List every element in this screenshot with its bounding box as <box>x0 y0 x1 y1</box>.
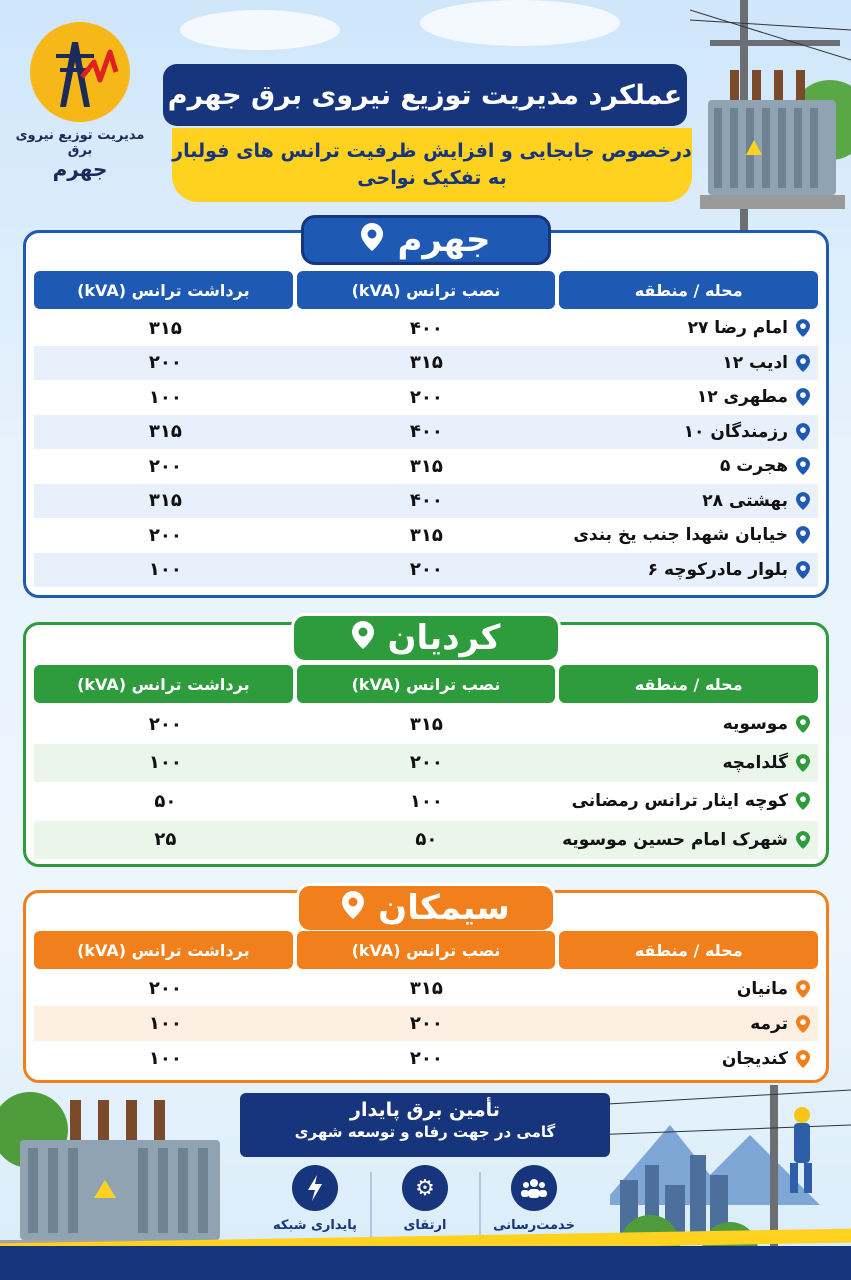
location-pin-icon <box>796 423 810 441</box>
location-pin-icon <box>796 561 810 579</box>
column-header-remove: برداشت ترانس (kVA) <box>34 931 293 969</box>
region-name: کردیان <box>387 618 501 658</box>
table-row <box>34 971 818 1006</box>
install-kva-cell: ۲۰۰ <box>409 1013 443 1034</box>
divider <box>370 1172 372 1242</box>
location-pin-icon <box>796 457 810 475</box>
table-row <box>34 1006 818 1041</box>
remove-kva-cell: ۱۰۰ <box>148 1048 182 1069</box>
table-header <box>34 271 818 309</box>
area-name: شهرک امام حسین موسویه <box>562 829 788 850</box>
decorative-band <box>0 1246 851 1280</box>
region-section <box>23 618 829 867</box>
column-header-install: نصب ترانس (kVA) <box>297 665 556 703</box>
feature-label: پایداری شبکه <box>272 1218 358 1233</box>
gear-icon: ⚙ <box>402 1165 448 1211</box>
table-row <box>34 821 818 860</box>
area-name: بهشتی ۲۸ <box>702 490 788 511</box>
location-pin-icon <box>796 792 810 810</box>
page-subtitle <box>172 128 692 202</box>
location-pin-icon <box>796 526 810 544</box>
remove-kva-cell: ۲۰۰ <box>148 978 182 999</box>
region-title <box>291 613 561 663</box>
area-cell <box>557 979 818 999</box>
column-header-area: محله / منطقه <box>559 665 818 703</box>
area-cell <box>557 830 818 850</box>
column-header-install: نصب ترانس (kVA) <box>297 931 556 969</box>
area-name: کوچه ایثار ترانس رمضانی <box>571 791 788 812</box>
remove-kva-cell: ۱۰۰ <box>148 1013 182 1034</box>
table-header <box>34 931 818 969</box>
region-name: جهرم <box>397 220 491 260</box>
area-name: کندیجان <box>721 1048 788 1069</box>
region-title <box>296 883 556 933</box>
subtitle-line2: به تفکیک نواحی <box>357 167 507 189</box>
area-cell <box>557 1014 818 1034</box>
table-body <box>34 311 818 587</box>
table-body <box>34 971 818 1076</box>
area-name: مانیان <box>736 978 788 999</box>
column-header-remove: برداشت ترانس (kVA) <box>34 665 293 703</box>
remove-kva-cell: ۱۰۰ <box>148 752 182 774</box>
subtitle-line1: درخصوص جابجایی و افزایش ظرفیت ترانس های فولبار <box>172 140 692 162</box>
area-cell <box>557 387 818 407</box>
table-row <box>34 346 818 381</box>
table-row <box>34 782 818 821</box>
location-pin-icon <box>796 831 810 849</box>
location-pin-icon <box>342 888 364 928</box>
remove-kva-cell: ۲۰۰ <box>148 455 182 477</box>
area-cell <box>557 318 818 338</box>
table-row <box>34 415 818 450</box>
people-icon <box>511 1165 557 1211</box>
region-section <box>23 890 829 1083</box>
table-row <box>34 484 818 519</box>
table-row <box>34 1041 818 1076</box>
install-kva-cell: ۳۱۵ <box>409 455 443 477</box>
cloud <box>420 0 620 46</box>
location-pin-icon <box>796 492 810 510</box>
install-kva-cell: ۱۰۰ <box>409 790 443 812</box>
table-row <box>34 449 818 484</box>
install-kva-cell: ۵۰ <box>415 829 438 851</box>
install-kva-cell: ۲۰۰ <box>409 386 443 408</box>
region-title <box>301 215 551 265</box>
area-name: موسویه <box>722 714 788 735</box>
table-row <box>34 380 818 415</box>
area-name: گلدامچه <box>722 752 788 773</box>
area-cell <box>557 1049 818 1069</box>
area-cell <box>557 753 818 773</box>
region-name: سیمکان <box>378 888 510 928</box>
remove-kva-cell: ۵۰ <box>154 790 177 812</box>
location-pin-icon <box>796 715 810 733</box>
page-title: عملکرد مدیریت توزیع نیروی برق جهرم <box>163 64 687 126</box>
area-name: خیابان شهدا جنب یخ بندی <box>573 525 788 546</box>
location-pin-icon <box>361 220 383 260</box>
install-kva-cell: ۲۰۰ <box>409 1048 443 1069</box>
area-name: هجرت ۵ <box>719 456 788 477</box>
area-cell <box>557 491 818 511</box>
location-pin-icon <box>796 754 810 772</box>
location-pin-icon <box>796 354 810 372</box>
area-name: ترمه <box>750 1013 788 1034</box>
install-kva-cell: ۴۰۰ <box>409 421 443 443</box>
location-pin-icon <box>796 319 810 337</box>
company-logo <box>14 22 146 181</box>
install-kva-cell: ۴۰۰ <box>409 317 443 339</box>
area-cell <box>557 791 818 811</box>
location-pin-icon <box>796 388 810 406</box>
divider <box>479 1172 481 1242</box>
table-body <box>34 705 818 859</box>
area-cell <box>557 353 818 373</box>
power-tower-icon <box>30 22 130 122</box>
location-pin-icon <box>352 618 374 658</box>
transformer-illustration <box>0 1090 240 1260</box>
remove-kva-cell: ۱۰۰ <box>148 559 182 581</box>
install-kva-cell: ۲۰۰ <box>409 559 443 581</box>
area-name: امام رضا ۲۷ <box>687 318 788 339</box>
area-name: ادیب ۱۲ <box>722 352 788 373</box>
install-kva-cell: ۳۱۵ <box>409 978 443 999</box>
install-kva-cell: ۳۱۵ <box>409 352 443 374</box>
remove-kva-cell: ۳۱۵ <box>148 490 182 512</box>
table-row <box>34 744 818 783</box>
area-name: رزمندگان ۱۰ <box>683 421 788 442</box>
install-kva-cell: ۲۰۰ <box>409 752 443 774</box>
column-header-area: محله / منطقه <box>559 931 818 969</box>
slogan-banner <box>240 1093 610 1157</box>
area-cell <box>557 560 818 580</box>
install-kva-cell: ۳۱۵ <box>409 713 443 735</box>
table-row <box>34 518 818 553</box>
remove-kva-cell: ۲۰۰ <box>148 524 182 546</box>
area-name: مطهری ۱۲ <box>696 387 788 408</box>
table-row <box>34 311 818 346</box>
feature-label: ارتقای <box>403 1218 447 1233</box>
table-row <box>34 553 818 588</box>
install-kva-cell: ۴۰۰ <box>409 490 443 512</box>
location-pin-icon <box>796 1050 810 1068</box>
remove-kva-cell: ۱۰۰ <box>148 386 182 408</box>
lightning-icon <box>292 1165 338 1211</box>
remove-kva-cell: ۲۵ <box>154 829 177 851</box>
slogan-title: تأمین برق پایدار <box>350 1099 500 1121</box>
location-pin-icon <box>796 980 810 998</box>
area-name: بلوار مادرکوچه ۶ <box>647 559 788 580</box>
remove-kva-cell: ۳۱۵ <box>148 421 182 443</box>
logo-text: مدیریت توزیع نیروی برق <box>15 128 145 158</box>
area-cell <box>557 456 818 476</box>
logo-city: جهرم <box>52 157 108 181</box>
remove-kva-cell: ۳۱۵ <box>148 317 182 339</box>
transformer-illustration <box>690 0 851 230</box>
table-header <box>34 665 818 703</box>
region-section <box>23 220 829 598</box>
area-cell <box>557 525 818 545</box>
location-pin-icon <box>796 1015 810 1033</box>
feature-label: خدمت‌رسانی <box>493 1218 575 1233</box>
column-header-area: محله / منطقه <box>559 271 818 309</box>
table-row <box>34 705 818 744</box>
cloud <box>180 10 340 50</box>
column-header-install: نصب ترانس (kVA) <box>297 271 556 309</box>
column-header-remove: برداشت ترانس (kVA) <box>34 271 293 309</box>
remove-kva-cell: ۲۰۰ <box>148 713 182 735</box>
area-cell <box>557 714 818 734</box>
remove-kva-cell: ۲۰۰ <box>148 352 182 374</box>
area-cell <box>557 422 818 442</box>
slogan-subtitle: گامی در جهت رفاه و توسعه شهری <box>294 1123 556 1141</box>
install-kva-cell: ۳۱۵ <box>409 524 443 546</box>
